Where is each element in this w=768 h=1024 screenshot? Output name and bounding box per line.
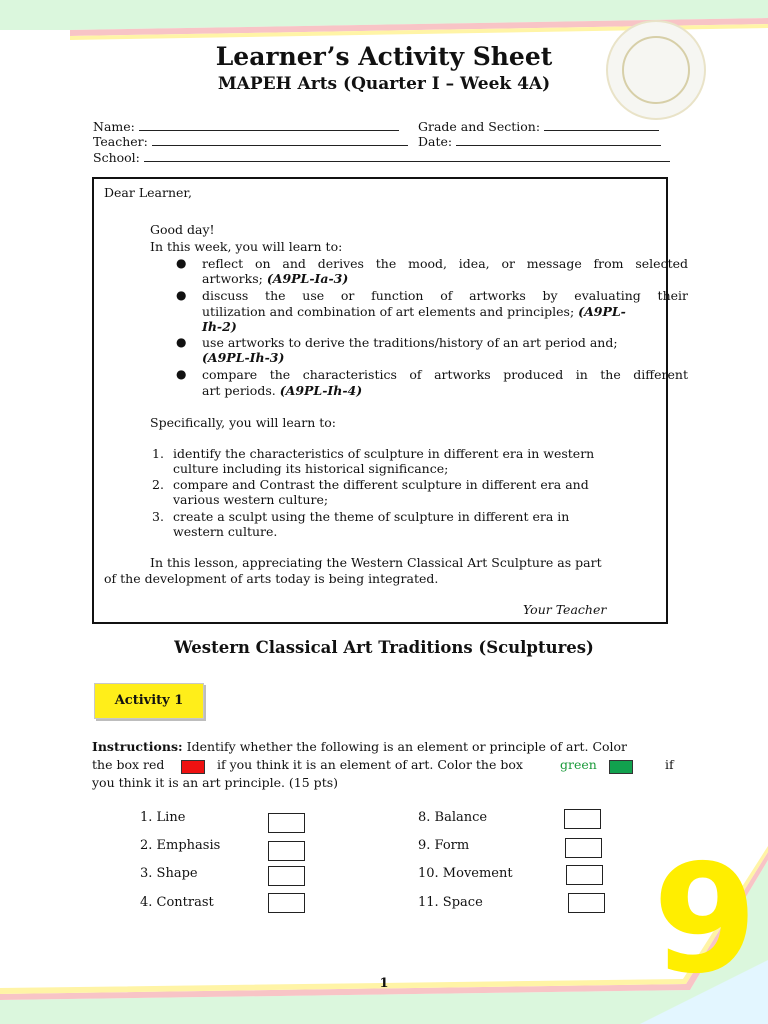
green-color-swatch [609,760,633,774]
letter-intro: In this week, you will learn to: [150,239,343,254]
teacher-field[interactable]: Teacher: [93,134,408,149]
school-field[interactable]: School: [93,150,670,165]
objective-4-line-1: compare the characteristics of artworks produced in the different [202,367,688,382]
instructions-line-2-d: if [665,757,674,772]
item-form: 9. Form [418,838,470,853]
page-subtitle: MAPEH Arts (Quarter I – Week 4A) [217,74,551,94]
bullet-icon: ● [176,367,187,381]
letter-to-learner [92,177,688,624]
page-title: Learner’s Activity Sheet [215,42,553,71]
letter-closing-line-2: of the development of arts today is being integrated. [104,571,439,586]
item-contrast: 4. Contrast [140,895,214,910]
list-number: 1. [152,446,164,461]
bullet-icon: ● [176,256,187,270]
date-field[interactable]: Date: [418,134,661,149]
answer-box-form[interactable] [565,838,602,858]
letter-specifically: Specifically, you will learn to: [150,415,336,430]
objective-1-line-2: artworks; (A9PL-Ia-3) [202,271,349,286]
answer-box-space[interactable] [568,893,605,913]
item-movement: 10. Movement [418,866,513,881]
objective-3-line-2: (A9PL-Ih-3) [202,350,285,365]
letter-closing-line-1: In this lesson, appreciating the Western Classical Art Sculpture as part [150,555,602,570]
objective-2-line-3: Ih-2) [202,319,237,334]
specific-objective-2-line-1: compare and Contrast the different sculpture in different era and [173,477,589,492]
letter-signature: Your Teacher [523,602,607,617]
instructions-line-3: you think it is an art principle. (15 pts) [92,775,339,790]
list-number: 3. [152,509,164,524]
specific-objective-2-line-2: various western culture; [173,492,329,507]
objective-4-line-2: art periods. (A9PL-Ih-4) [202,383,363,398]
bullet-icon: ● [176,288,187,302]
objective-2-line-1: discuss the use or function of artworks by evaluating their [202,288,688,303]
instructions-line-2-b: if you think it is an element of art. Color the box [217,757,523,772]
item-emphasis: 2. Emphasis [140,838,221,853]
page-number: 1 [379,976,389,991]
specific-objective-3-line-2: western culture. [173,524,278,539]
answer-box-movement[interactable] [566,865,603,885]
answer-box-shape[interactable] [268,866,305,886]
objective-3-line-1: use artworks to derive the traditions/history of an art period and; [202,335,618,350]
objective-2-line-2: utilization and combination of art elements and principles; (A9PL- [202,304,626,319]
instructions-line-2-a: the box red [92,757,165,772]
activity-label: Activity 1 [94,683,204,719]
name-field[interactable]: Name: [93,119,399,134]
specific-objective-1-line-2: culture including its historical significance; [173,461,449,476]
item-balance: 8. Balance [418,810,488,825]
section-title: Western Classical Art Traditions (Sculptures) [174,638,594,657]
specific-objective-1-line-1: identify the characteristics of sculpture in different era in western [173,446,595,461]
item-shape: 3. Shape [140,866,198,881]
answer-box-balance[interactable] [564,809,601,829]
item-line: 1. Line [140,810,186,825]
answer-box-contrast[interactable] [268,893,305,913]
objective-1-line-1: reflect on and derives the mood, idea, or message from selected [202,256,688,271]
letter-good-day: Good day! [150,222,215,237]
instructions-green-word: green [560,757,597,772]
grade-badge: 9 [652,833,758,1007]
item-space: 11. Space [418,895,483,910]
letter-greeting: Dear Learner, [104,185,192,200]
answer-box-emphasis[interactable] [268,841,305,861]
answer-box-line[interactable] [268,813,305,833]
list-number: 2. [152,477,164,492]
red-color-swatch [181,760,205,774]
instructions-line-1: Instructions: Identify whether the following is an element or principle of art. Color [92,739,628,754]
specific-objective-3-line-1: create a sculpt using the theme of sculpture in different era in [173,509,570,524]
grade-section-field[interactable]: Grade and Section: [418,119,659,134]
bullet-icon: ● [176,335,187,349]
